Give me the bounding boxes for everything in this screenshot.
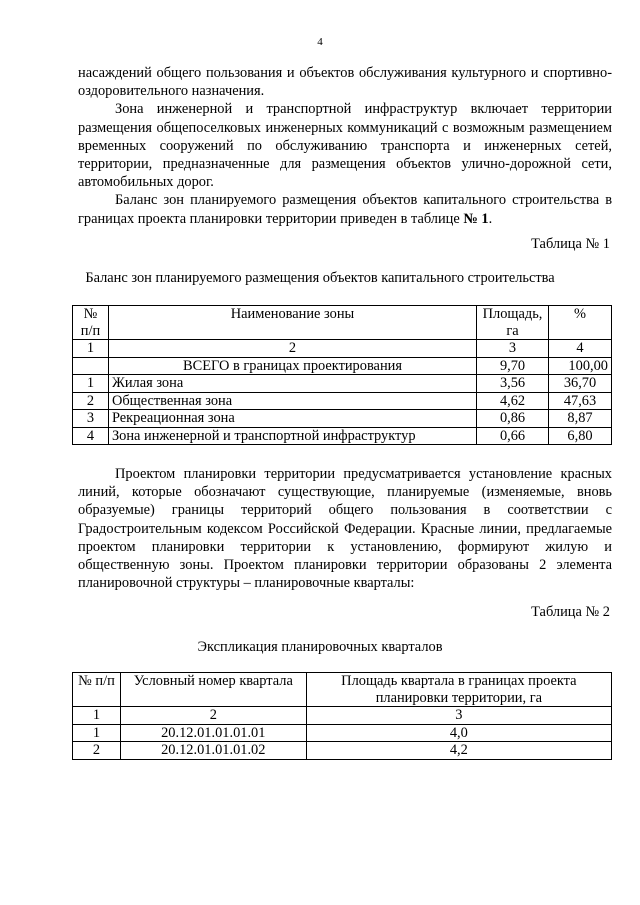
intro-paragraph-2: Зона инженерной и транспортной инфраструктур включает территории размещения общепоселковых инженерных коммуникаций с возможным размещением временных сооружений по обслуживанию транспорта и инженерных сетей, территории, предназначенные для размещения объектов улично-дорожной сети, автомобильных дорог. bbox=[78, 101, 612, 191]
middle-text bbox=[78, 465, 612, 592]
table-ref: № 1 bbox=[463, 210, 489, 227]
table-row: 4 Зона инженерной и транспортной инфраструктур 0,66 6,80 bbox=[73, 427, 612, 445]
intro-paragraph-1: насаждений общего пользования и объектов обслуживания культурного и спортивно-оздоровительного назначения. bbox=[78, 65, 612, 100]
table1-label: Таблица № 1 bbox=[531, 236, 610, 252]
table1-title: Баланс зон планируемого размещения объектов капитального строительства bbox=[85, 270, 555, 286]
page-number: 4 bbox=[317, 36, 323, 48]
table2 bbox=[72, 672, 612, 760]
intro-text bbox=[78, 64, 612, 228]
table2-header-code: Условный номер квартала bbox=[120, 673, 306, 707]
table2-header-num: № п/п bbox=[73, 673, 121, 707]
middle-paragraph: Проектом планировки территории предусматривается установление красных линий, которые обозначают существующие, планируемые (изменяемые, вновь образуемые) границы территорий общего пользования в соответствии с Градостроительным кодексом Российской Федерации. Красные линии, предлагаемые проектом планировки территории к установлению, формируют жилую и общественную зоны. Проектом планировки территории образованы 2 элемента планировочной структуры – планировочные кварталы: bbox=[78, 466, 612, 592]
table2-index-row: 1 2 3 bbox=[73, 707, 612, 725]
intro-paragraph-3: Баланс зон планируемого размещения объектов капитального строительства в границах проекта планировки территории приведен в таблице № 1. bbox=[78, 192, 612, 227]
table1-header-row bbox=[73, 306, 612, 340]
table2-label: Таблица № 2 bbox=[531, 604, 610, 620]
table1-header-num: № п/п bbox=[73, 306, 109, 340]
table-row: 2 Общественная зона 4,62 47,63 bbox=[73, 392, 612, 410]
table2-header-row bbox=[73, 673, 612, 707]
table1-header-name: Наименование зоны bbox=[108, 306, 476, 340]
table-row: 3 Рекреационная зона 0,86 8,87 bbox=[73, 410, 612, 428]
table1-header-percent: % bbox=[549, 306, 612, 340]
table-row: 2 20.12.01.01.01.02 4,2 bbox=[73, 742, 612, 760]
table-row: 1 20.12.01.01.01.01 4,0 bbox=[73, 724, 612, 742]
table-row: 1 Жилая зона 3,56 36,70 bbox=[73, 375, 612, 393]
table2-header-area: Площадь квартала в границах проекта планировки территории, га bbox=[306, 673, 611, 707]
table1-index-row: 1 2 3 4 bbox=[73, 340, 612, 358]
table-row: ВСЕГО в границах проектирования 9,70 100,00 bbox=[73, 357, 612, 375]
table1 bbox=[72, 305, 612, 445]
table1-header-area: Площадь, га bbox=[477, 306, 549, 340]
table2-title: Экспликация планировочных кварталов bbox=[197, 639, 443, 655]
